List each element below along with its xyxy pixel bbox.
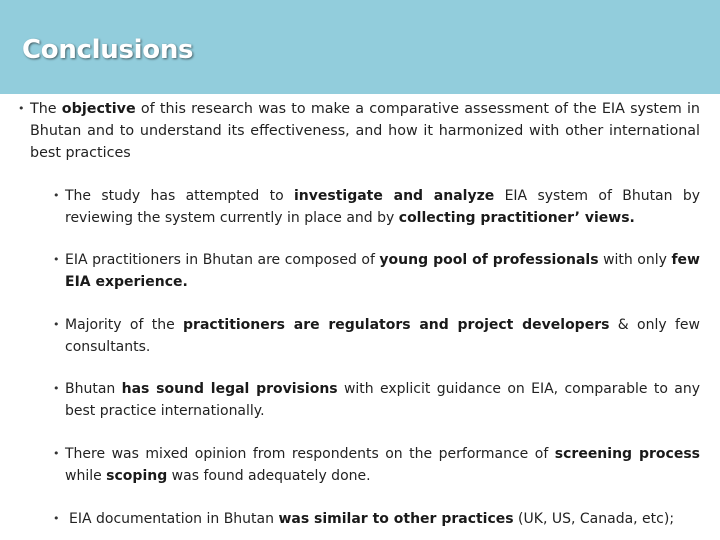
- bullet-dot-icon: •: [18, 102, 25, 115]
- bullet-dot-icon: •: [53, 318, 60, 331]
- bullet-screening: [53, 443, 700, 487]
- bullet-emphasis: scoping: [106, 468, 168, 484]
- bullet-emphasis: has sound legal provisions: [121, 381, 338, 397]
- bullet-text: The: [30, 101, 62, 117]
- bullet-text: & only few consultants.: [65, 317, 700, 355]
- bullet-objective: [18, 98, 700, 164]
- bullet-text: There was mixed opinion from respondents on the performance of: [65, 446, 555, 462]
- bullet-dot-icon: •: [53, 382, 60, 395]
- bullet-text: Majority of the: [65, 317, 184, 333]
- bullet-practitioners: [53, 249, 700, 293]
- bullet-emphasis: young pool of professionals: [379, 252, 599, 268]
- bullet-text: The study has attempted to: [65, 188, 294, 204]
- bullet-dot-icon: •: [53, 189, 60, 202]
- bullet-text: EIA documentation in Bhutan: [69, 511, 279, 527]
- bullet-emphasis: objective: [61, 101, 136, 117]
- bullet-text: with explicit guidance on EIA, comparable to any best practice internationally.: [65, 381, 700, 419]
- bullet-dot-icon: •: [53, 447, 60, 460]
- bullet-dot-icon: •: [53, 253, 60, 266]
- bullet-emphasis: screening process: [554, 446, 700, 462]
- bullet-emphasis: few EIA experience.: [65, 252, 700, 290]
- bullet-emphasis: collecting practitioner’ views.: [398, 210, 635, 226]
- bullet-text: Bhutan: [65, 381, 122, 397]
- bullet-text: of this research was to make a comparative assessment of the EIA system in Bhutan and to understand its effectiveness, and how it harmonized with other international best practices: [30, 101, 700, 161]
- bullet-legal: [53, 378, 700, 422]
- bullet-text: (UK, US, Canada, etc);: [513, 511, 675, 527]
- bullet-emphasis: was similar to other practices: [278, 511, 514, 527]
- bullet-text: was found adequately done.: [167, 468, 371, 484]
- bullet-emphasis: investigate and analyze: [294, 188, 495, 204]
- bullet-text: EIA system of Bhutan by reviewing the system currently in place and by: [65, 188, 701, 226]
- slide-title: Conclusions: [22, 35, 194, 65]
- bullet-text: EIA practitioners in Bhutan are composed of: [65, 252, 380, 268]
- bullet-text: while: [65, 468, 107, 484]
- bullet-dot-icon: •: [53, 512, 60, 525]
- bullet-study: [53, 185, 701, 229]
- bullet-majority: [53, 314, 700, 358]
- bullet-text: with only: [598, 252, 672, 268]
- bullet-documentation: [53, 508, 700, 530]
- bullet-emphasis: practitioners are regulators and project developers: [183, 317, 610, 333]
- title-bar: [0, 0, 720, 94]
